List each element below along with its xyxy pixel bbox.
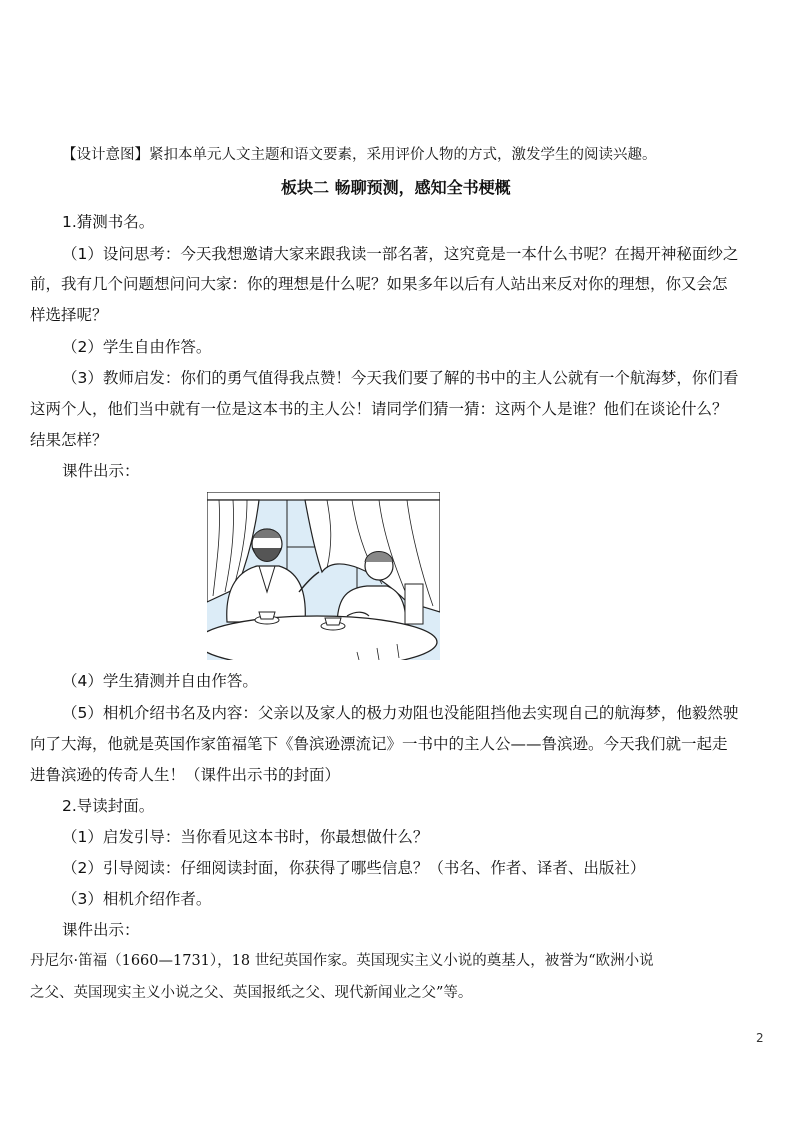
paragraph-line: （1）启发引导：当你看见这本书时，你最想做什么？ [62, 828, 429, 846]
paragraph-line: （3）教师启发：你们的勇气值得我点赞！今天我们要了解的书中的主人公就有一个航海梦，你们看 [62, 369, 739, 387]
paragraph-line: （4）学生猜测并自由作答。 [62, 672, 258, 690]
paragraph-line: （2）学生自由作答。 [62, 338, 212, 356]
paragraph-line: （5）相机介绍书名及内容：父亲以及家人的极力劝阻也没能阻挡他去实现自己的航海梦，他毅然驶 [62, 704, 739, 722]
design-intent: 【设计意图】紧扣本单元人文主题和语文要素，采用评价人物的方式，激发学生的阅读兴趣。 [62, 147, 657, 163]
paragraph-line: 前，我有几个问题想问问大家：你的理想是什么呢？如果多年以后有人站出来反对你的理想，你又会怎 [30, 275, 728, 293]
paragraph-line: 结果怎样？ [30, 431, 108, 449]
courseware-label: 课件出示： [62, 462, 140, 480]
paragraph-line: （2）引导阅读：仔细阅读封面，你获得了哪些信息？（书名、作者、译者、出版社） [62, 859, 646, 877]
paragraph-line: 向了大海，他就是英国作家笛福笔下《鲁滨逊漂流记》一书中的主人公——鲁滨逊。今天我们就一起走 [30, 735, 728, 753]
paragraph-line: 样选择呢？ [30, 306, 108, 324]
author-intro-line: 丹尼尔·笛福（1660—1731），18 世纪英国作家。英国现实主义小说的奠基人，被誉为“欧洲小说 [30, 953, 654, 969]
paragraph-line: 这两个人，他们当中就有一位是这本书的主人公！请同学们猜一猜：这两个人是谁？他们在谈论什么？ [30, 400, 728, 418]
page-number: 2 [756, 1031, 764, 1045]
section-title: 板块二 畅聊预测，感知全书梗概 [281, 178, 511, 197]
paragraph-line: （1）设问思考：今天我想邀请大家来跟我读一部名著，这究竟是一本什么书呢？在揭开神秘面纱之 [62, 245, 739, 263]
paragraph-line: （3）相机介绍作者。 [62, 890, 212, 908]
illustration-two-men-talking [207, 492, 440, 660]
paragraph-line: 进鲁滨逊的传奇人生！（课件出示书的封面） [30, 766, 341, 784]
courseware-label: 课件出示： [62, 921, 140, 939]
cover-reading-heading: 2.导读封面。 [62, 797, 155, 815]
guess-title-heading: 1.猜测书名。 [62, 213, 155, 231]
author-intro-line: 之父、英国现实主义小说之父、英国报纸之父、现代新闻业之父”等。 [30, 985, 473, 1001]
